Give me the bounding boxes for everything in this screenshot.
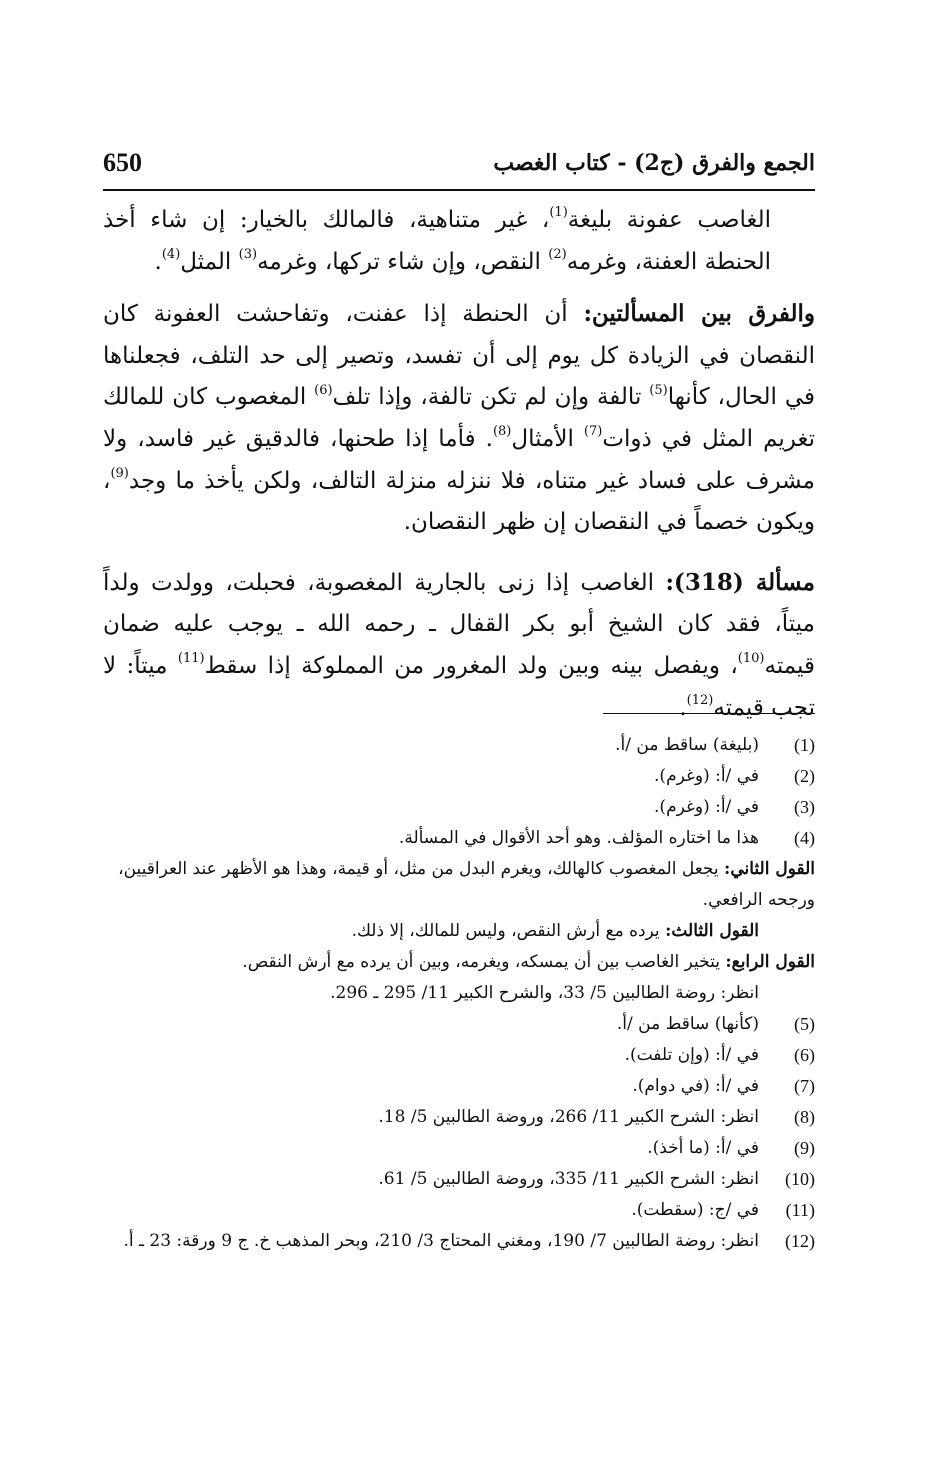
footnote-4-ref: انظر: روضة الطالبين 5/ 33، والشرح الكبير 11/ 295 ـ 296. (330, 983, 759, 1003)
footnote-10: (10) انظر: الشرح الكبير 11/ 335، وروضة الطالبين 5/ 61. (378, 1169, 815, 1189)
footnote-4: (4) هذا ما اختاره المؤلف. وهو أحد الأقوال في المسألة. (398, 828, 815, 848)
page-number: 650 (103, 148, 142, 177)
footnote-4-qawl-2: القول الثاني: يجعل المغصوب كالهالك، ويغرم البدل من مثل، أو قيمة، وهذا هو الأظهر عند العراقيين، ورجحه الرافعي. (118, 859, 815, 910)
footnote-ref[interactable]: (4) (161, 246, 181, 262)
footnote-ref[interactable]: (1) (549, 205, 568, 221)
footnote-3: (3) في /أ: (وغرم). (654, 797, 815, 817)
footnote-12: (12) انظر: روضة الطالبين 7/ 190، ومغني المحتاج 3/ 210، وبحر المذهب خ. ج 9 ورقة: 23 ـ أ. (123, 1231, 815, 1251)
footnote-ref[interactable]: (11) (177, 651, 205, 667)
footnote-2: (2) في /أ: (وغرم). (654, 766, 815, 786)
footnote-8: (8) انظر: الشرح الكبير 11/ 266، وروضة الطالبين 5/ 18. (378, 1107, 815, 1127)
footnote-6: (6) في /أ: (وإن تلفت). (624, 1045, 815, 1065)
footnote-ref[interactable]: (10) (737, 651, 765, 667)
running-title: الجمع والفرق (ج2) - كتاب الغصب (493, 150, 815, 176)
masala-title: مسألة (318): (665, 568, 816, 596)
footnote-7: (7) في /أ: (في دوام). (632, 1076, 815, 1096)
footnote-4-qawl-4: القول الرابع: يتخير الغاصب بين أن يمسكه، ويغرمه، وبين أن يرده مع أرش النقص. (242, 952, 815, 972)
footnote-ref[interactable]: (3) (238, 246, 258, 262)
footnote-ref[interactable]: (6) (314, 382, 333, 398)
footnote-1: (1) (بليغة) ساقط من /أ. (615, 735, 815, 755)
header-rule (103, 189, 815, 191)
paragraph-difference: والفرق بين المسألتين: أن الحنطة إذا عفنت، وتفاحشت العفونة كان النقصان في الزيادة كل يوم إلى أن تفسد، وتصير إلى حد التلف، فجعلناها في الحال، كأنها$^{(5)}$ تالفة وإن لم تكن تالفة، وإذا تلف$^{(6)}$ المغصوب كان للمالك تغريم المثل في ذوات$^{(7)}$ الأمثال$^{(8)}$. فأما إذا طحنها، فالدقيق غير فاسد، ولا مشرف على فساد غير متناه، فلا ننزله منزلة التالف، ولكن يأخذ ما وجد$^{(9)}$، ويكون خصماً في النقصان إن ظهر النقصان. (103, 300, 815, 536)
footnote-ref[interactable]: (9) (110, 465, 129, 481)
footnote-11: (11) في /ج: (سقطت). (631, 1200, 815, 1220)
footnote-ref[interactable]: (8) (492, 424, 512, 440)
section-lead: والفرق بين المسألتين: (583, 300, 815, 328)
footnote-4-qawl-3: القول الثالث: يرده مع أرش النقص، وليس للمالك، إلا ذلك. (351, 921, 759, 941)
paragraph-masala-318: مسألة (318): الغاصب إذا زنى بالجارية المغصوبة، فحبلت، وولدت ولداً ميتاً، فقد كان الشيخ أبو بكر القفال ـ رحمه الله ـ يوجب عليه ضمان قيمته$^{(10)}$، ويفصل بينه وبين ولد المغرور من المملوكة إذا سقط$^{(11)}$ ميتاً: لا تجب قيمته$^{(12)}$. (103, 568, 816, 721)
footnote-ref[interactable]: (2) (548, 246, 567, 262)
footnote-separator (603, 713, 815, 714)
footnote-9: (9) في /أ: (ما أخذ). (647, 1138, 815, 1158)
footnote-ref[interactable]: (5) (649, 382, 668, 398)
page-header (103, 148, 815, 188)
paragraph-continuation: الغاصب عفونة بليغة$^{(1)}$، غير متناهية، فالمالك بالخيار: إن شاء أخذ الحنطة العفنة، وغرمه$^{(2)}$ النقص، وإن شاء تركها، وغرمه$^{(3)}$ المثل$^{(4)}$. (103, 205, 772, 275)
footnotes (103, 730, 815, 1257)
footnote-ref[interactable]: (7) (583, 424, 603, 440)
footnote-5: (5) (كأنها) ساقط من /أ. (616, 1014, 815, 1034)
footnote-ref[interactable]: (12) (686, 692, 714, 708)
main-text (103, 200, 815, 739)
